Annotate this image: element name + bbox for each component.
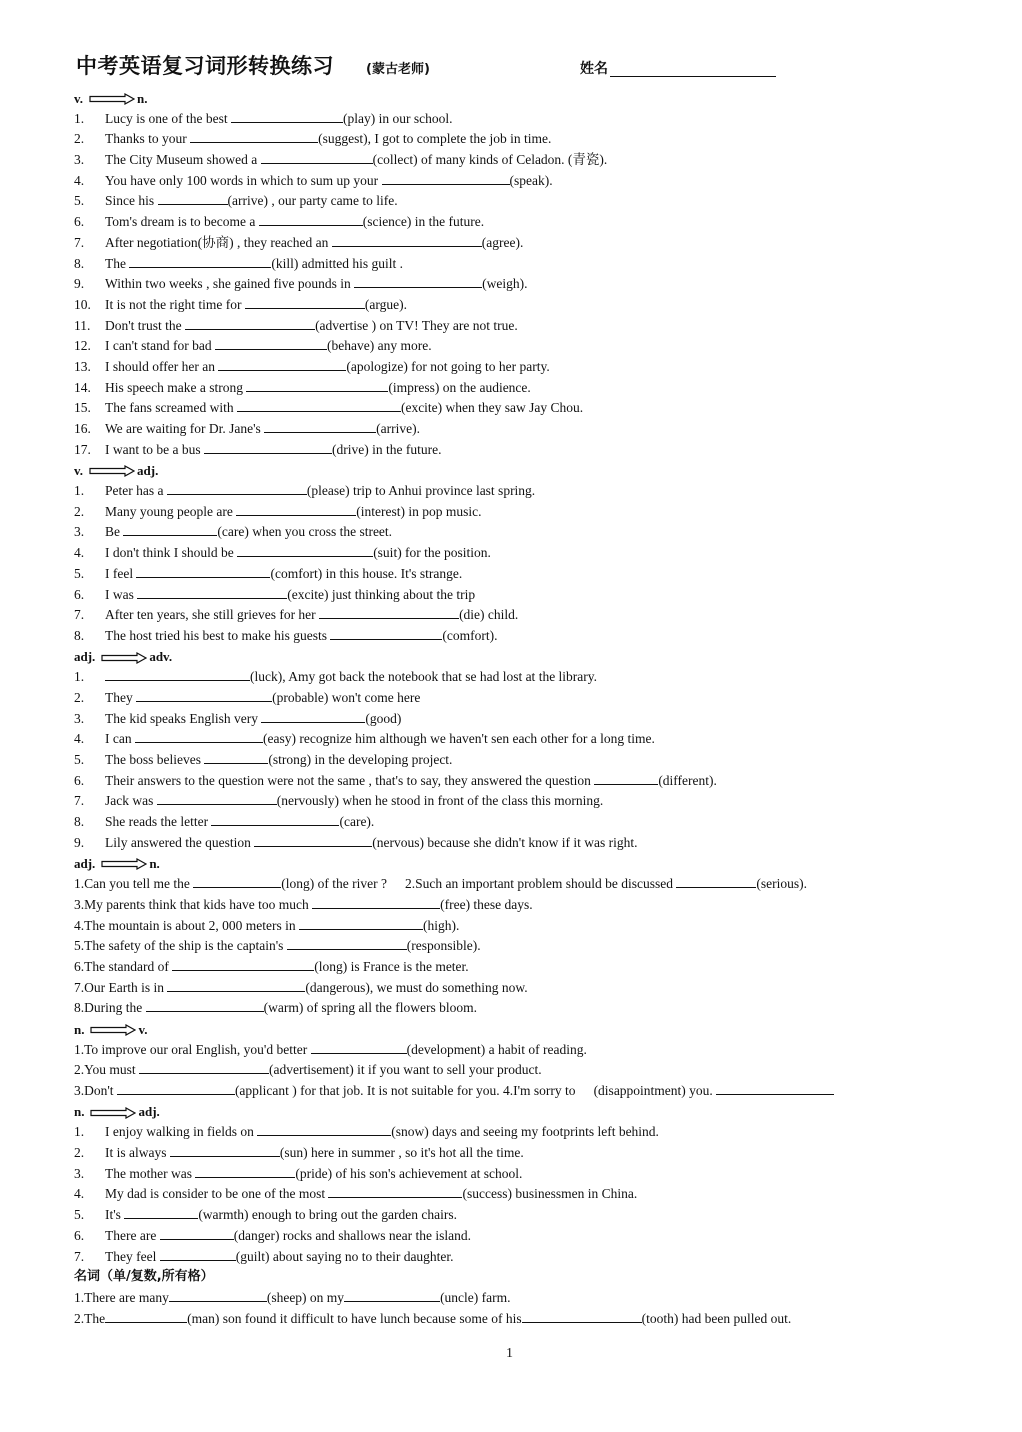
answer-blank[interactable] <box>211 812 339 826</box>
item-number: 8. <box>74 255 85 271</box>
answer-blank[interactable] <box>160 1226 234 1240</box>
item-hint: (nervously) when he stood in front of the class this morning. <box>276 793 604 809</box>
item-hint: (please) trip to Anhui province last spring. <box>306 483 536 499</box>
item-text: Within two weeks , she gained five pounds in <box>105 276 355 292</box>
item-hint: (warmth) enough to bring out the garden chairs. <box>198 1207 457 1223</box>
exercise-item <box>74 1205 934 1226</box>
item-number: 2. <box>74 1145 85 1161</box>
answer-blank[interactable] <box>157 791 277 805</box>
answer-blank[interactable] <box>257 1122 391 1136</box>
item-number: 1. <box>74 483 85 499</box>
answer-blank[interactable] <box>332 233 482 247</box>
item-number: 2. <box>74 503 85 519</box>
item-number: 7. <box>74 793 85 809</box>
item-text: 3.Don't <box>74 1083 117 1098</box>
exercise-item <box>74 254 934 275</box>
section-to-label: adj. <box>137 463 159 479</box>
item-hint: (nervous) because she didn't know if it was right. <box>372 834 638 850</box>
item-text: It is always <box>105 1145 170 1161</box>
exercise-item <box>74 605 934 626</box>
item-hint: (play) in our school. <box>342 110 453 126</box>
item-text: The host tried his best to make his guests <box>105 627 331 643</box>
item-text: 3.My parents think that kids have too much <box>74 896 313 912</box>
exercise-item <box>74 129 934 150</box>
section-from-label: adj. <box>74 649 96 665</box>
item-text: I was <box>105 586 138 602</box>
section-to-label: v. <box>138 1021 148 1037</box>
item-number: 7. <box>74 234 85 250</box>
item-hint: (kill) admitted his guilt . <box>271 255 403 271</box>
exercise-item <box>74 481 934 502</box>
answer-blank[interactable] <box>158 191 228 205</box>
item-text: 2.You must <box>74 1062 140 1078</box>
item-text: We are waiting for Dr. Jane's <box>105 421 265 436</box>
answer-blank[interactable] <box>237 398 401 412</box>
item-hint: (long) is France is the meter. <box>314 958 469 974</box>
answer-blank[interactable] <box>204 750 268 764</box>
item-text: Lucy is one of the best <box>105 110 231 126</box>
item-number: 16. <box>74 421 91 436</box>
section-from-label: v. <box>74 463 84 479</box>
item-hint: (high). <box>422 917 460 933</box>
answer-blank[interactable] <box>160 1247 236 1261</box>
item-text: The kid speaks English very <box>105 710 262 726</box>
item-hint: (snow) days and seeing my footprints left behind. <box>391 1124 659 1140</box>
exercise-item <box>74 543 934 564</box>
section-from-label: n. <box>74 1104 85 1120</box>
answer-blank[interactable] <box>136 564 270 578</box>
section-from-label: n. <box>74 1021 85 1037</box>
item-text: Be <box>105 524 124 540</box>
exercise-item <box>74 212 934 233</box>
item-number: 3. <box>74 152 85 168</box>
item-hint: (different). <box>658 772 717 788</box>
item-text: (man) son found it difficult to have lunch because some of his <box>187 1310 522 1326</box>
item-text: Peter has a <box>105 483 167 499</box>
item-hint: (impress) on the audience. <box>388 379 531 395</box>
answer-blank[interactable] <box>137 585 287 599</box>
item-number: 7. <box>74 607 85 623</box>
item-text: 1.There are many <box>74 1289 169 1305</box>
item-text: (disappointment) you. <box>593 1083 717 1098</box>
item-text: The fans screamed with <box>105 400 237 416</box>
answer-blank[interactable] <box>136 688 272 702</box>
answer-blank[interactable] <box>172 957 314 971</box>
answer-blank[interactable] <box>261 709 365 723</box>
section-heading <box>74 88 934 109</box>
exercise-item <box>74 1309 934 1330</box>
item-number: 2. <box>74 689 85 705</box>
answer-blank[interactable] <box>264 419 376 433</box>
item-text: Since his <box>105 193 158 209</box>
item-number: 5. <box>74 565 85 581</box>
answer-blank[interactable] <box>139 1060 269 1074</box>
answer-blank[interactable] <box>354 274 482 288</box>
arrow-right-icon <box>101 858 147 870</box>
answer-blank[interactable] <box>330 626 442 640</box>
exercise-item <box>74 936 934 957</box>
item-hint: (sun) here in summer , so it's hot all the time. <box>279 1145 524 1161</box>
answer-blank[interactable] <box>287 936 407 950</box>
answer-blank[interactable] <box>193 874 281 888</box>
answer-blank[interactable] <box>328 1184 462 1198</box>
item-hint: (argue). <box>364 296 407 312</box>
item-number: 8. <box>74 627 85 643</box>
answer-blank[interactable] <box>319 605 459 619</box>
item-hint: (weigh). <box>482 276 528 292</box>
section-heading <box>74 1019 934 1040</box>
item-hint: (tooth) had been pulled out. <box>641 1310 792 1326</box>
answer-blank[interactable] <box>312 895 440 909</box>
answer-blank[interactable] <box>185 316 315 330</box>
item-number: 15. <box>74 400 91 416</box>
exercise-item <box>74 895 934 916</box>
answer-blank[interactable] <box>382 171 510 185</box>
item-text: The mother was <box>105 1165 196 1181</box>
item-text: The City Museum showed a <box>105 152 261 168</box>
item-text: 8.During the <box>74 1000 146 1016</box>
item-hint: (care) when you cross the street. <box>217 524 393 540</box>
item-number: 14. <box>74 379 91 395</box>
item-hint: (arrive) , our party came to life. <box>227 193 398 209</box>
section-heading <box>74 647 934 668</box>
item-text: My dad is consider to be one of the most <box>105 1186 329 1202</box>
exercise-item <box>74 729 934 750</box>
answer-blank[interactable] <box>105 667 250 681</box>
exercise-item <box>74 667 934 688</box>
item-text: I should offer her an <box>105 358 219 374</box>
item-hint: (arrive). <box>376 421 421 436</box>
item-text: I want to be a bus <box>105 441 204 457</box>
answer-blank[interactable] <box>167 481 307 495</box>
item-text: It's <box>105 1207 125 1223</box>
answer-blank[interactable] <box>215 336 327 350</box>
item-hint: (care). <box>339 814 375 830</box>
answer-blank[interactable] <box>259 212 363 226</box>
item-number: 11. <box>74 317 91 333</box>
exercise-item <box>74 419 934 440</box>
exercise-item <box>74 957 934 978</box>
exercise-item <box>74 1226 934 1247</box>
item-text: I can't stand for bad <box>105 338 216 354</box>
item-number: 6. <box>74 214 85 230</box>
item-number: 4. <box>74 731 85 747</box>
exercise-item <box>74 1122 934 1143</box>
item-text: I don't think I should be <box>105 545 238 561</box>
exercise-item <box>74 150 934 171</box>
exercise-item <box>74 274 934 295</box>
answer-blank[interactable] <box>135 729 263 743</box>
exercise-item <box>74 874 934 895</box>
item-text: 1.To improve our oral English, you'd better <box>74 1041 311 1057</box>
item-hint: (luck), Amy got back the notebook that se had lost at the library. <box>250 669 598 685</box>
answer-blank[interactable] <box>522 1309 642 1323</box>
item-text: Many young people are <box>105 503 237 519</box>
item-hint: (free) these days. <box>440 896 533 912</box>
exercise-item <box>74 1184 934 1205</box>
item-text: After ten years, she still grieves for her <box>105 607 320 623</box>
section-to-label: n. <box>137 90 148 106</box>
item-number: 9. <box>74 834 85 850</box>
section-heading <box>74 853 934 874</box>
item-text: You have only 100 words in which to sum up your <box>105 172 382 188</box>
item-hint: (good) <box>365 710 402 726</box>
item-number: 6. <box>74 772 85 788</box>
item-text: 7.Our Earth is in <box>74 979 168 995</box>
item-hint: (responsible). <box>406 938 481 954</box>
item-text: The boss believes <box>105 752 205 767</box>
item-hint: (easy) recognize him although we haven't sen each other for a long time. <box>262 731 655 747</box>
item-hint: (excite) when they saw Jay Chou. <box>400 400 584 416</box>
arrow-right-icon <box>89 93 135 105</box>
item-text: They <box>105 689 137 705</box>
answer-blank[interactable] <box>146 998 264 1012</box>
exercise-item <box>74 357 934 378</box>
answer-blank[interactable] <box>236 502 356 516</box>
item-number: 6. <box>74 1227 85 1243</box>
answer-blank[interactable] <box>246 378 388 392</box>
exercise-item <box>74 1247 934 1268</box>
answer-blank[interactable] <box>204 440 332 454</box>
name-blank[interactable] <box>610 76 776 77</box>
item-number: 12. <box>74 338 91 354</box>
exercise-item <box>74 978 934 999</box>
item-number: 4. <box>74 545 85 561</box>
answer-blank[interactable] <box>594 771 658 785</box>
exercise-content <box>74 88 934 1329</box>
item-text: Tom's dream is to become a <box>105 214 259 230</box>
section-from-label: v. <box>74 90 84 106</box>
exercise-item <box>74 316 934 337</box>
arrow-right-icon <box>89 465 135 477</box>
answer-blank[interactable] <box>311 1040 407 1054</box>
exercise-item <box>74 750 934 771</box>
item-hint: (advertise ) on TV! They are not true. <box>315 317 518 333</box>
item-number: 4. <box>74 172 85 188</box>
answer-blank[interactable] <box>123 522 217 536</box>
item-text: She reads the letter <box>105 814 212 830</box>
section-heading <box>74 1102 934 1123</box>
item-hint: (success) businessmen in China. <box>462 1186 638 1202</box>
answer-blank[interactable] <box>231 109 343 123</box>
exercise-item <box>74 585 934 606</box>
exercise-item <box>74 1060 934 1081</box>
item-text: 1.Can you tell me the <box>74 876 194 892</box>
item-number: 3. <box>74 524 85 540</box>
answer-blank[interactable] <box>261 150 373 164</box>
item-number: 3. <box>74 1165 85 1181</box>
item-hint: (die) child. <box>459 607 519 623</box>
item-text: His speech make a strong <box>105 379 247 395</box>
item-hint: (dangerous), we must do something now. <box>305 979 528 995</box>
item-number: 2. <box>74 131 85 147</box>
section-to-label: adj. <box>138 1104 160 1120</box>
item-text: 6.The standard of <box>74 958 173 974</box>
item-number: 1. <box>74 1124 85 1140</box>
arrow-right-icon <box>90 1107 136 1119</box>
answer-blank[interactable] <box>124 1205 198 1219</box>
item-text: There are <box>105 1227 160 1243</box>
exercise-item <box>74 336 934 357</box>
exercise-item <box>74 522 934 543</box>
item-number: 9. <box>74 276 85 292</box>
item-hint: (development) a habit of reading. <box>406 1041 587 1057</box>
answer-blank[interactable] <box>105 1309 187 1323</box>
section-from-label: adj. <box>74 856 96 872</box>
exercise-item <box>74 440 934 461</box>
exercise-item <box>74 171 934 192</box>
exercise-item <box>74 191 934 212</box>
exercise-item <box>74 502 934 523</box>
arrow-right-icon <box>101 652 147 664</box>
exercise-item <box>74 233 934 254</box>
arrow-right-icon <box>90 1024 136 1036</box>
exercise-item <box>74 109 934 130</box>
item-text: (sheep) on my <box>266 1289 345 1305</box>
item-hint: (probable) won't come here <box>272 689 421 705</box>
exercise-item <box>74 812 934 833</box>
item-text: I feel <box>105 565 137 581</box>
section-to-label: adv. <box>149 649 173 665</box>
answer-blank[interactable] <box>344 1288 440 1302</box>
exercise-item <box>74 709 934 730</box>
item-number: 4. <box>74 1186 85 1202</box>
item-text: 2.Such an important problem should be discussed <box>404 876 677 892</box>
answer-blank[interactable] <box>237 543 373 557</box>
exercise-item <box>74 791 934 812</box>
exercise-item <box>74 378 934 399</box>
exercise-item <box>74 916 934 937</box>
item-hint: (applicant ) for that job. It is not suitable for you. 4.I'm sorry to <box>234 1083 576 1098</box>
answer-blank[interactable] <box>167 978 305 992</box>
item-number: 1. <box>74 669 85 685</box>
item-hint: (serious). <box>756 876 808 892</box>
answer-blank[interactable] <box>218 357 346 371</box>
item-text: I can <box>105 731 135 747</box>
exercise-item <box>74 833 934 854</box>
item-text: Don't trust the <box>105 317 186 333</box>
item-text: Their answers to the question were not the same , that's to say, they answered the question <box>105 772 595 788</box>
answer-blank[interactable] <box>676 874 756 888</box>
item-hint: (uncle) farm. <box>440 1289 511 1305</box>
item-hint: (suggest), I got to complete the job in time. <box>318 131 552 147</box>
item-text: Thanks to your <box>105 131 191 147</box>
answer-blank[interactable] <box>254 833 372 847</box>
item-number: 3. <box>74 710 85 726</box>
item-number: 7. <box>74 1248 85 1264</box>
item-text: 5.The safety of the ship is the captain's <box>74 938 287 954</box>
exercise-item <box>74 564 934 585</box>
item-hint: (strong) in the developing project. <box>268 752 453 767</box>
exercise-item <box>74 998 934 1019</box>
answer-blank[interactable] <box>170 1143 280 1157</box>
exercise-item <box>74 295 934 316</box>
answer-blank[interactable] <box>129 254 271 268</box>
exercise-item <box>74 1143 934 1164</box>
header <box>76 50 796 86</box>
answer-blank[interactable] <box>117 1081 235 1095</box>
item-text: 4.The mountain is about 2, 000 meters in <box>74 917 299 933</box>
item-number: 5. <box>74 193 85 209</box>
item-hint: (collect) of many kinds of Celadon. (青瓷). <box>372 152 608 168</box>
page-title: 中考英语复习词形转换练习 <box>76 54 334 78</box>
noun-section-heading: 名词（单/复数,所有格） <box>74 1269 214 1285</box>
item-hint: (suit) for the position. <box>373 545 491 561</box>
item-number: 5. <box>74 1207 85 1223</box>
exercise-item <box>74 1081 934 1102</box>
item-hint: (comfort). <box>442 627 498 643</box>
name-label: 姓名 <box>580 61 608 77</box>
item-number: 5. <box>74 752 85 767</box>
item-text: After negotiation(协商) , they reached an <box>105 234 332 250</box>
item-text: It is not the right time for <box>105 296 245 312</box>
item-text: Lily answered the question <box>105 834 255 850</box>
answer-blank[interactable] <box>299 916 423 930</box>
answer-blank[interactable] <box>169 1288 267 1302</box>
section-to-label: n. <box>149 856 160 872</box>
item-hint: (pride) of his son's achievement at school. <box>295 1165 523 1181</box>
item-hint: (long) of the river ? <box>281 876 387 892</box>
exercise-item <box>74 1288 934 1309</box>
item-number: 13. <box>74 358 91 374</box>
item-hint: (behave) any more. <box>327 338 432 354</box>
item-hint: (apologize) for not going to her party. <box>346 358 550 374</box>
item-hint: (warm) of spring all the flowers bloom. <box>263 1000 477 1016</box>
item-text: They feel <box>105 1248 160 1264</box>
item-number: 17. <box>74 441 91 457</box>
item-hint: (drive) in the future. <box>331 441 442 457</box>
teacher-note: (蒙古老师) <box>366 62 430 77</box>
item-number: 8. <box>74 814 85 830</box>
item-hint: (advertisement) it if you want to sell your product. <box>269 1062 542 1078</box>
item-text: 2.The <box>74 1310 106 1326</box>
item-hint: (interest) in pop music. <box>356 503 482 519</box>
item-text: I enjoy walking in fields on <box>105 1124 258 1140</box>
item-hint: (science) in the future. <box>362 214 485 230</box>
answer-blank[interactable] <box>716 1081 834 1095</box>
exercise-item <box>74 1164 934 1185</box>
item-number: 10. <box>74 296 91 312</box>
exercise-item <box>74 771 934 792</box>
page-number: 1 <box>506 1346 513 1361</box>
exercise-item <box>74 398 934 419</box>
answer-blank[interactable] <box>245 295 365 309</box>
section-heading <box>74 460 934 481</box>
item-hint: (guilt) about saying no to their daughter. <box>235 1248 454 1264</box>
item-hint: (comfort) in this house. It's strange. <box>270 565 463 581</box>
item-text: Jack was <box>105 793 157 809</box>
item-hint: (speak). <box>509 172 553 188</box>
item-hint: (danger) rocks and shallows near the island. <box>233 1227 472 1243</box>
answer-blank[interactable] <box>195 1164 295 1178</box>
item-number: 6. <box>74 586 85 602</box>
exercise-item <box>74 688 934 709</box>
item-hint: (excite) just thinking about the trip <box>287 586 476 602</box>
item-hint: (agree). <box>481 234 524 250</box>
item-number: 1. <box>74 110 85 126</box>
item-text: The <box>105 255 130 271</box>
exercise-item <box>74 1040 934 1061</box>
answer-blank[interactable] <box>190 129 318 143</box>
exercise-item <box>74 626 934 647</box>
